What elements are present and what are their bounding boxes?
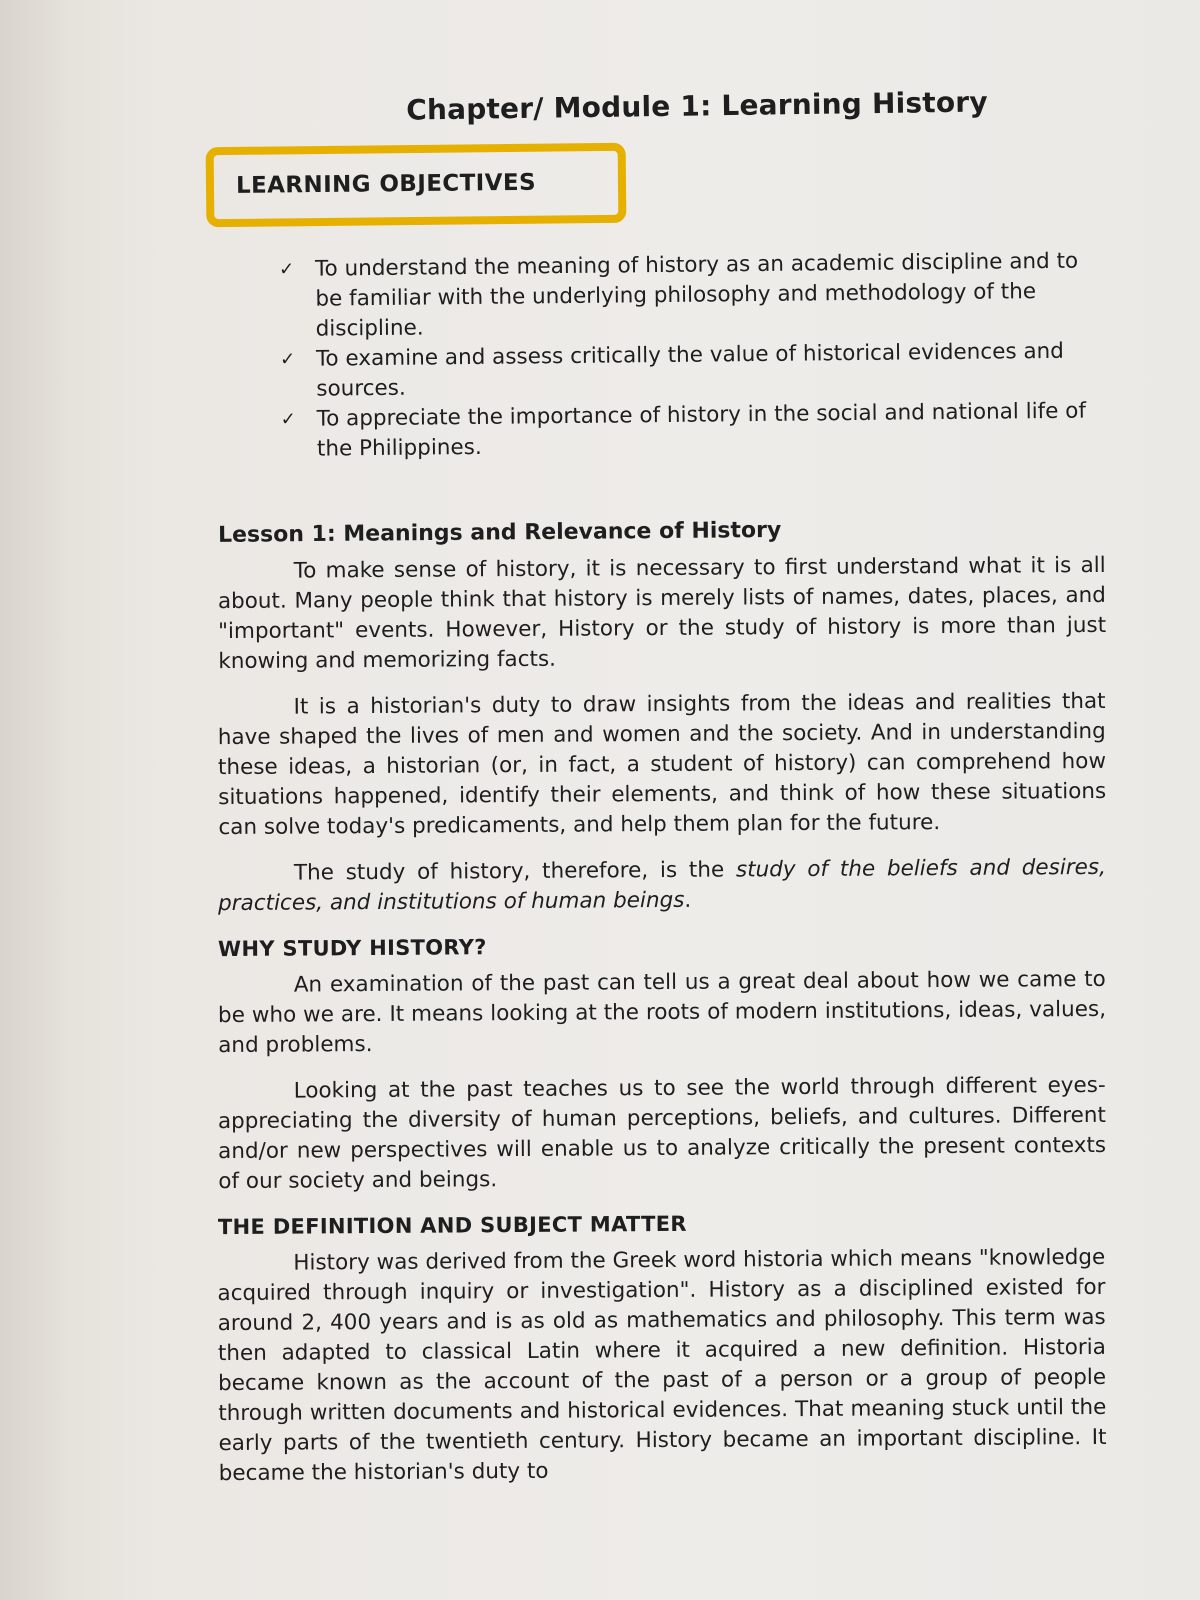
- study-prefix: The study of history, therefore, is the: [293, 857, 737, 886]
- study-definition-paragraph: [218, 853, 1106, 919]
- lesson-title: Lesson 1: Meanings and Relevance of History: [217, 517, 782, 548]
- chapter-title: Chapter/ Module 1: Learning History: [405, 85, 988, 127]
- checkmark-icon: ✓: [280, 408, 296, 430]
- objective-text: To examine and assess critically the value of historical evidences and sources.: [315, 338, 1064, 402]
- objective-text: To understand the meaning of history as an academic discipline and to be familiar with the underlying philosophy and methodology of the discipline.: [314, 248, 1079, 342]
- intro-paragraph: It is a historian's duty to draw insights from the ideas and realities that have shaped the lives of men and women and the society. And in understanding these ideas, a historian (or, in fact, a student of history) can comprehend how situations happened, identify their elements, and think of how these situations can solve today's predicaments, and help them plan for the future.: [217, 688, 1107, 841]
- intro-paragraph: To make sense of history, it is necessary to first understand what it is all about. Many people think that history is merely lists of names, dates, places, and "important" events. However, History or the study of history is more than just knowing and memorizing facts.: [217, 552, 1107, 675]
- learning-objectives-heading: LEARNING OBJECTIVES: [235, 169, 537, 199]
- checkmark-icon: ✓: [279, 348, 296, 370]
- objective-item: [280, 396, 1107, 465]
- checkmark-icon: ✓: [278, 258, 295, 281]
- why-study-history-heading: WHY STUDY HISTORY?: [217, 935, 487, 962]
- document-page: [217, 85, 1107, 1502]
- objective-item: [279, 246, 1106, 345]
- objective-item: [280, 336, 1107, 405]
- learning-objectives-box: [206, 143, 627, 227]
- why-paragraph: An examination of the past can tell us a great deal about how we came to be who we are. It means looking at the roots of modern institutions, ideas, values, and problems.: [217, 966, 1107, 1059]
- study-emphasis: study of the beliefs and desires, practices, and institutions of human beings: [218, 854, 1106, 917]
- objectives-list: [217, 246, 1107, 465]
- definition-paragraph: History was derived from the Greek word historia which means "knowledge acquired through inquiry or investigation". History as a disciplined existed for around 2, 400 years and is as old as mathematics and philosophy. This term was then adapted to classical Latin where it acquired a new definition. Historia became known as the account of the past of a person or a group of people through written documents and historical evidences. That meaning stuck until the early parts of the twentieth century. History became an important discipline. It became the historian's duty to: [217, 1244, 1107, 1487]
- study-suffix: .: [684, 887, 692, 913]
- objective-text: To appreciate the importance of history in the social and national life of the Philippines.: [316, 398, 1087, 462]
- definition-heading: THE DEFINITION AND SUBJECT MATTER: [217, 1211, 687, 1240]
- why-paragraph: Looking at the past teaches us to see the world through different eyes-appreciating the diversity of human perceptions, beliefs, and cultures. Different and/or new perspectives will enable us to analyze critically the present contexts of our society and beings.: [217, 1072, 1107, 1195]
